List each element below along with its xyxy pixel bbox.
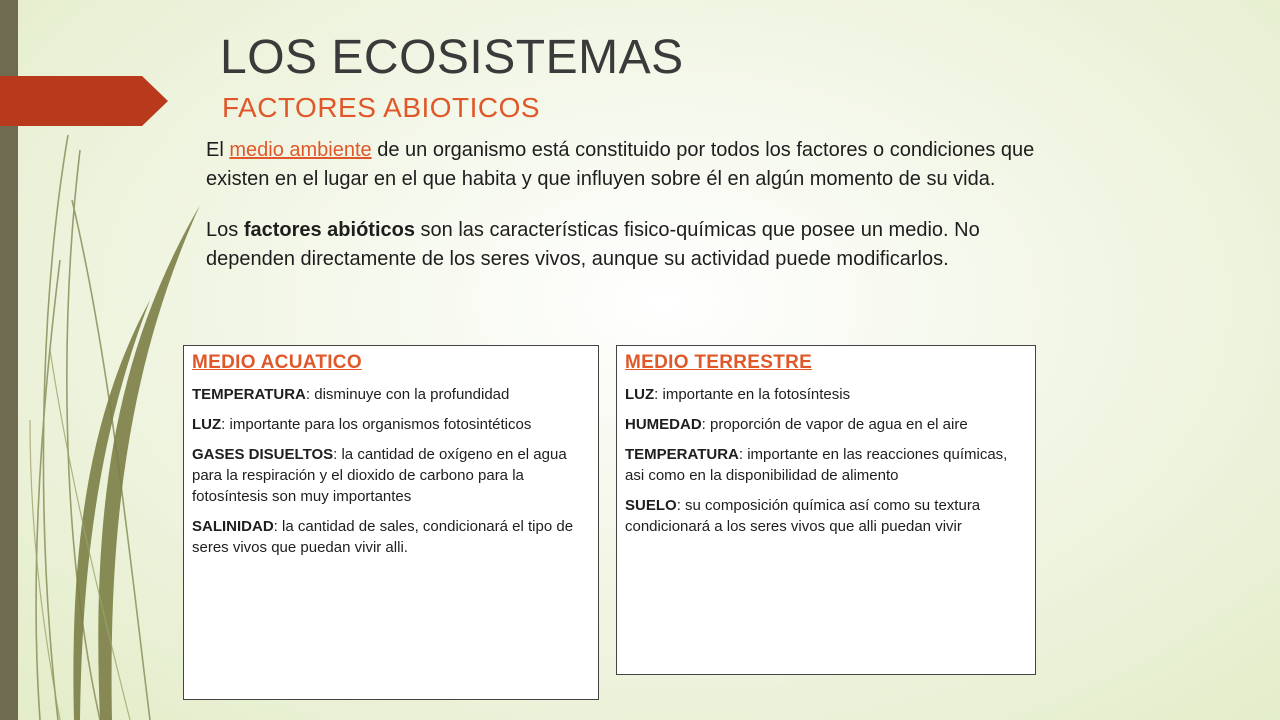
factor-term: SUELO <box>625 497 677 514</box>
terrestrial-factor <box>625 384 1027 405</box>
aquatic-factor <box>192 414 590 435</box>
factor-text: : disminuye con la profundidad <box>305 386 510 403</box>
terrestrial-factor <box>625 414 1027 435</box>
factor-term: LUZ <box>192 416 222 433</box>
factor-term: SALINIDAD <box>192 518 274 535</box>
intro-text <box>206 136 1036 274</box>
intro-paragraph-2 <box>206 216 1036 274</box>
intro-p2-prefix: Los <box>206 219 244 241</box>
factor-text: : la cantidad de sales, condicionará el tipo de seres vivos que puedan vivir alli. <box>192 518 574 556</box>
factor-text: : su composición química así como su textura condicionará a los seres vivos que alli puedan vivir <box>625 497 981 535</box>
factor-text: : importante en la fotosíntesis <box>654 386 851 403</box>
factor-text: : importante en las reacciones químicas, asi como en la disponibilidad de alimento <box>625 446 1008 484</box>
slide-title: LOS ECOSISTEMAS <box>220 31 684 84</box>
slide-subtitle: FACTORES ABIOTICOS <box>222 92 541 123</box>
aquatic-heading: MEDIO ACUATICO <box>192 352 362 373</box>
factor-term: LUZ <box>625 386 655 403</box>
terrestrial-heading: MEDIO TERRESTRE <box>625 352 813 373</box>
aquatic-factor <box>192 384 590 405</box>
aquatic-factor <box>192 444 590 507</box>
arrow-tab <box>0 76 168 126</box>
factor-term: TEMPERATURA <box>192 386 306 403</box>
intro-p1-suffix: de un organismo está constituido por todos los factores o condiciones que existen en el lugar en el que habita y que influyen sobre él en algún momento de su vida. <box>206 139 1035 190</box>
factor-text: : proporción de vapor de agua en el aire <box>701 416 968 433</box>
medio-ambiente-link[interactable]: medio ambiente <box>229 139 372 161</box>
aquatic-box <box>183 345 599 700</box>
factor-term: HUMEDAD <box>625 416 702 433</box>
factor-text: : la cantidad de oxígeno en el agua para la respiración y el dioxido de carbono para la fotosíntesis son muy importantes <box>192 446 567 505</box>
intro-p1-prefix: El <box>206 139 230 161</box>
intro-p2-bold: factores abióticos <box>243 219 415 241</box>
terrestrial-box <box>616 345 1036 675</box>
aquatic-factor <box>192 516 590 558</box>
factor-term: TEMPERATURA <box>625 446 739 463</box>
intro-p2-suffix: son las características fisico-químicas que posee un medio. No dependen directamente de los seres vivos, aunque su actividad puede modificarlos. <box>206 219 980 270</box>
factor-text: : importante para los organismos fotosintéticos <box>221 416 532 433</box>
terrestrial-factor <box>625 444 1027 486</box>
intro-paragraph-1 <box>206 136 1036 194</box>
terrestrial-factor <box>625 495 1027 537</box>
factor-term: GASES DISUELTOS <box>192 446 334 463</box>
